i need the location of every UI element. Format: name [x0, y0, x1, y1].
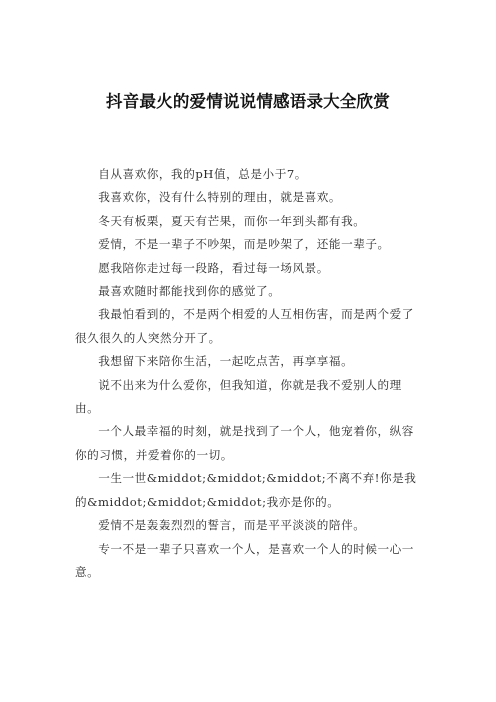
paragraph: 愿我陪你走过每一段路，看过每一场风景。 — [98, 260, 329, 275]
paragraph: 一个人最幸福的时刻，就是找到了一个人，他宠着你，纵容你的习惯，并爱着你的一切。 — [75, 424, 414, 462]
paragraph: 我想留下来陪你生活，一起吃点苦，再享享福。 — [98, 354, 354, 369]
paragraph: 我最怕看到的，不是两个相爱的人互相伤害，而是两个爱了很久很久的人突然分开了。 — [75, 307, 414, 345]
paragraph: 爱情，不是一辈子不吵架，而是吵架了，还能一辈子。 — [98, 237, 390, 252]
paragraph: 说不出来为什么爱你，但我知道，你就是我不爱别人的理由。 — [75, 377, 402, 416]
paragraph: 自从喜欢你，我的pH值，总是小于7。 — [98, 167, 307, 181]
paragraph: 专一不是一辈子只喜欢一个人，是喜欢一个人的时候一心一意。 — [75, 541, 414, 579]
paragraph: 一生一世&middot;&middot;&middot;不离不弃!你是我的&middot;&middot;&middot;我亦是你的。 — [75, 471, 417, 509]
paragraph: 最喜欢随时都能找到你的感觉了。 — [98, 284, 281, 299]
paragraph: 我喜欢你，没有什么特别的理由，就是喜欢。 — [98, 190, 342, 205]
document-body — [75, 163, 422, 584]
paragraph: 冬天有板栗，夏天有芒果，而你一年到头都有我。 — [98, 213, 366, 228]
paragraph: 爱情不是轰轰烈烈的誓言，而是平平淡淡的陪伴。 — [98, 518, 366, 533]
document-title: 抖音最火的爱情说说情感语录大全欣赏 — [106, 92, 390, 111]
